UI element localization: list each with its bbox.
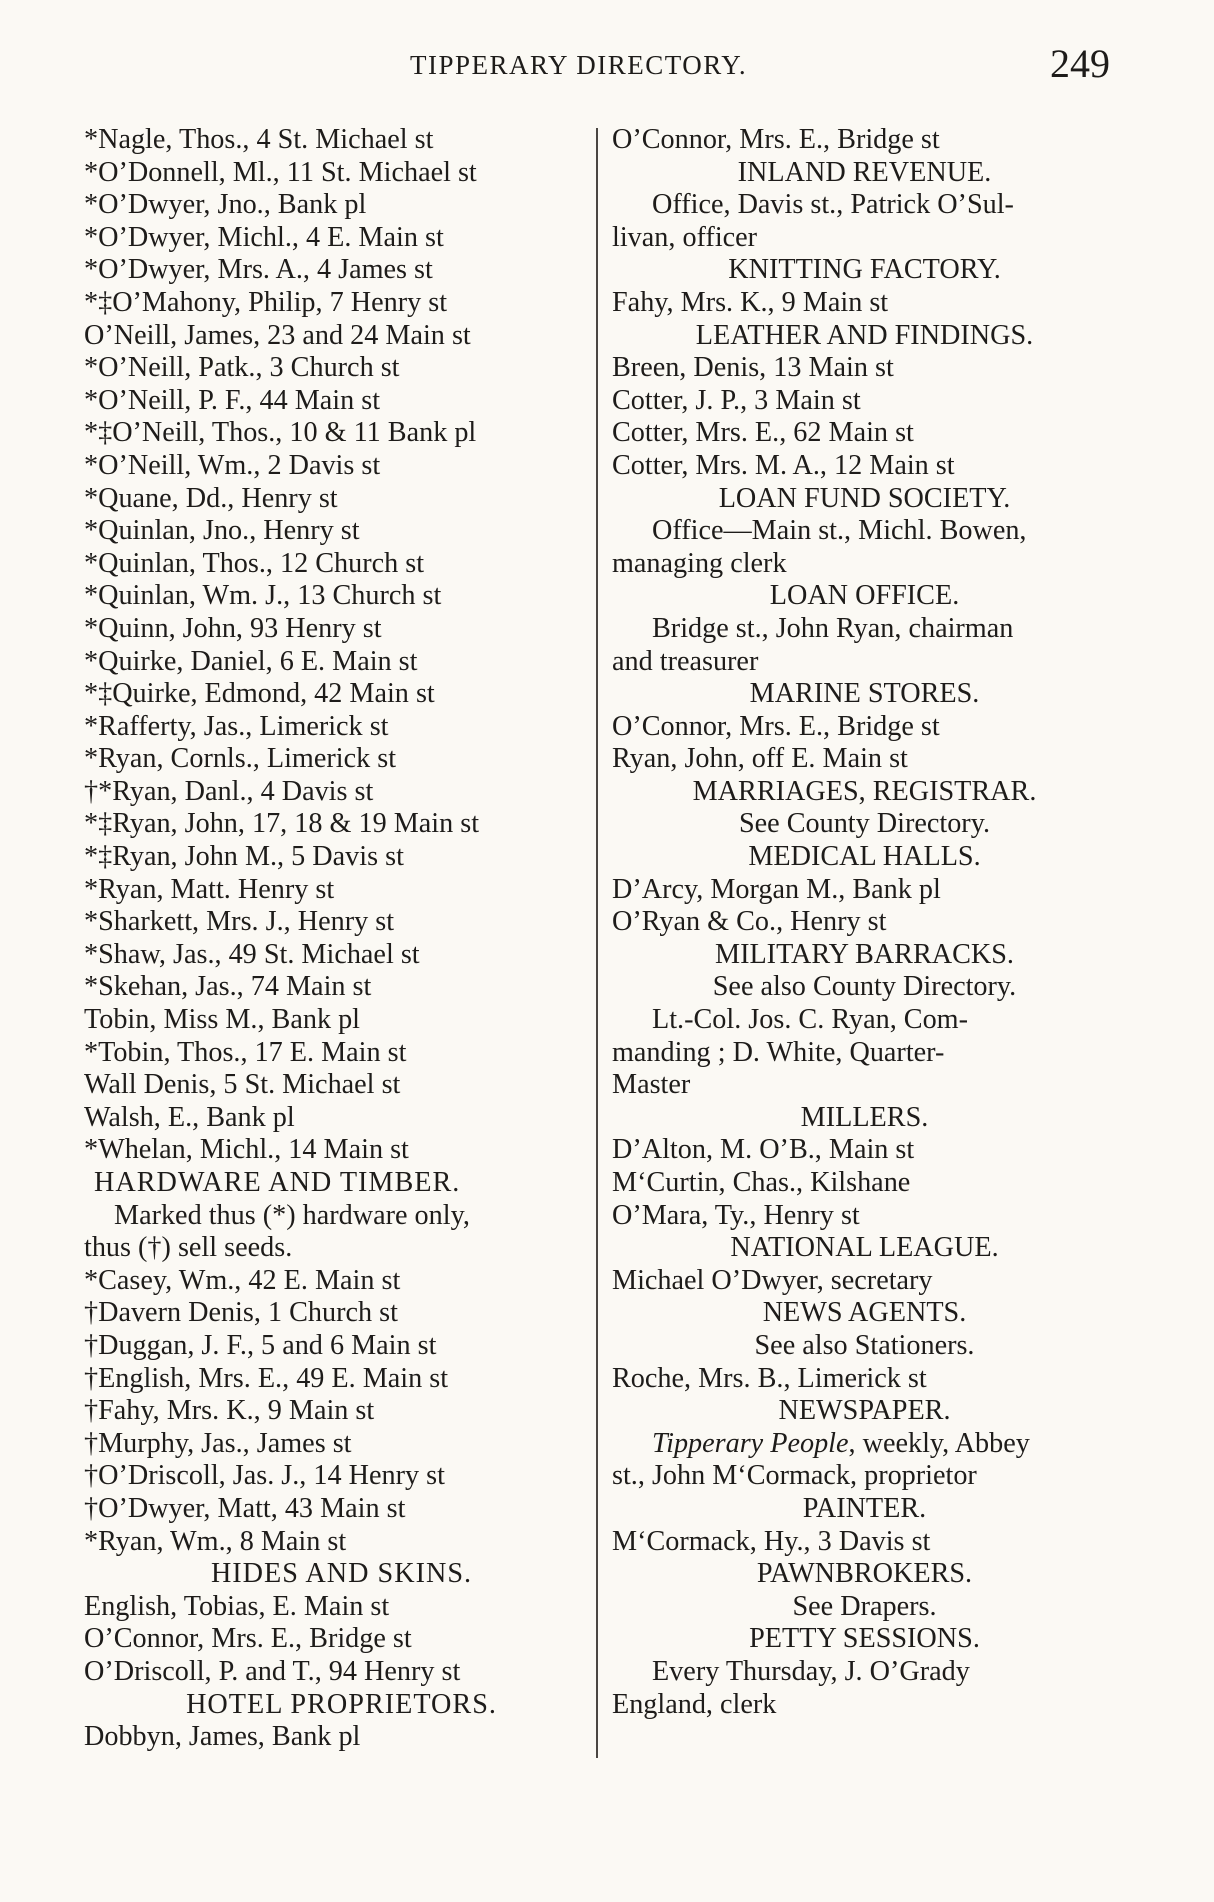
list-item: *O’Dwyer, Michl., 4 E. Main st [84, 221, 444, 253]
list-item: *Rafferty, Jas., Limerick st [84, 710, 389, 742]
section-heading-knitting: KNITTING FACTORY. [728, 254, 1001, 286]
list-item: *‡O’Mahony, Philip, 7 Henry st [84, 286, 448, 318]
section-heading-hides: HIDES AND SKINS. [210, 1558, 473, 1590]
list-item: *O’Neill, Patk., 3 Church st [84, 352, 400, 384]
list-item: Wall Denis, 5 St. Michael st [84, 1069, 401, 1101]
list-item: Cotter, Mrs. E., 62 Main st [612, 417, 914, 449]
list-item: †Fahy, Mrs. K., 9 Main st [84, 1395, 375, 1427]
list-item: *Casey, Wm., 42 E. Main st [84, 1264, 401, 1296]
section-heading-military: MILITARY BARRACKS. [715, 938, 1014, 970]
list-item: Fahy, Mrs. K., 9 Main st [612, 286, 889, 318]
list-item: O’Driscoll, P. and T., 94 Henry st [84, 1655, 461, 1687]
section-heading-loan-office: LOAN OFFICE. [769, 580, 960, 612]
section-heading-hotel: HOTEL PROPRIETORS. [186, 1688, 497, 1720]
section-heading-news-agents: NEWS AGENTS. [762, 1297, 967, 1329]
list-item: *Quane, Dd., Henry st [84, 482, 338, 514]
list-item: *Ryan, Cornls., Limerick st [84, 743, 397, 775]
page-header [0, 40, 1214, 90]
newspaper-details: , weekly, Abbey [848, 1427, 1030, 1459]
section-note: See also County Directory. [712, 971, 1017, 1003]
section-note-continued: managing clerk [612, 547, 787, 579]
section-note: Bridge st., John Ryan, chairman [652, 612, 1014, 644]
list-item: O’Mara, Ty., Henry st [612, 1199, 860, 1231]
newspaper-title: Tipperary People [652, 1427, 849, 1459]
section-note-continued: Master [612, 1069, 691, 1101]
list-item: *O’Donnell, Ml., 11 St. Michael st [84, 156, 477, 188]
list-item: *Quinlan, Jno., Henry st [84, 515, 360, 547]
section-note-continued: thus (†) sell seeds. [84, 1232, 293, 1264]
list-item: O’Neill, James, 23 and 24 Main st [84, 319, 471, 351]
list-item: *‡O’Neill, Thos., 10 & 11 Bank pl [84, 417, 477, 449]
list-item: *Skehan, Jas., 74 Main st [84, 971, 372, 1003]
list-item: Cotter, Mrs. M. A., 12 Main st [612, 449, 955, 481]
section-heading-marriages: MARRIAGES, REGISTRAR. [692, 775, 1037, 807]
section-note-continued: and treasurer [612, 645, 759, 677]
list-item: *Quinlan, Wm. J., 13 Church st [84, 580, 442, 612]
list-item: Dobbyn, James, Bank pl [84, 1721, 361, 1753]
section-heading-national-league: NATIONAL LEAGUE. [730, 1232, 999, 1264]
list-item: *Ryan, Matt. Henry st [84, 873, 335, 905]
list-item: O’Connor, Mrs. E., Bridge st [612, 124, 940, 155]
section-note: Office, Davis st., Patrick O’Sul- [652, 189, 1014, 221]
list-item: †Duggan, J. F., 5 and 6 Main st [84, 1329, 437, 1361]
list-item: †Murphy, Jas., James st [84, 1427, 352, 1459]
section-note-continued: England, clerk [612, 1688, 777, 1720]
list-item: *O’Neill, P. F., 44 Main st [84, 384, 381, 416]
section-note: Every Thursday, J. O’Grady [652, 1655, 970, 1687]
section-note-continued: manding ; D. White, Quarter- [612, 1036, 945, 1068]
section-heading-loan-fund: LOAN FUND SOCIETY. [718, 482, 1011, 514]
section-heading-hardware: HARDWARE AND TIMBER. [94, 1167, 461, 1198]
section-heading-marine: MARINE STORES. [749, 678, 980, 710]
section-heading-millers: MILLERS. [800, 1101, 929, 1133]
section-note-continued: st., John M‘Cormack, proprietor [612, 1460, 977, 1492]
left-column [84, 124, 589, 1754]
section-heading-leather: LEATHER AND FINDINGS. [695, 319, 1034, 351]
list-item: *Shaw, Jas., 49 St. Michael st [84, 938, 420, 970]
list-item: O’Ryan & Co., Henry st [612, 906, 887, 938]
column-divider [596, 128, 598, 1758]
right-column [612, 124, 1117, 1721]
list-item: *Tobin, Thos., 17 E. Main st [84, 1036, 407, 1068]
section-heading-medical: MEDICAL HALLS. [748, 841, 981, 873]
list-item: *Ryan, Wm., 8 Main st [84, 1525, 347, 1557]
section-note: See Drapers. [792, 1590, 937, 1622]
list-item: *O’Dwyer, Jno., Bank pl [84, 189, 367, 221]
section-heading-painter: PAINTER. [802, 1492, 927, 1524]
section-note: Marked thus (*) hardware only, [114, 1199, 470, 1231]
running-title: TIPPERARY DIRECTORY. [410, 50, 748, 80]
section-note: Office—Main st., Michl. Bowen, [652, 515, 1027, 547]
list-item: Michael O’Dwyer, secretary [612, 1264, 933, 1296]
list-item: Ryan, John, off E. Main st [612, 743, 908, 775]
section-heading-petty-sessions: PETTY SESSIONS. [749, 1623, 980, 1655]
section-heading-newspaper: NEWSPAPER. [778, 1395, 951, 1427]
list-item: *Quirke, Daniel, 6 E. Main st [84, 645, 418, 677]
list-item: *O’Dwyer, Mrs. A., 4 James st [84, 254, 433, 286]
list-item: †English, Mrs. E., 49 E. Main st [84, 1362, 449, 1394]
section-note: Lt.-Col. Jos. C. Ryan, Com- [652, 1004, 968, 1036]
list-item: †O’Dwyer, Matt, 43 Main st [84, 1492, 406, 1524]
list-item: †*Ryan, Danl., 4 Davis st [84, 775, 374, 807]
list-item: M‘Curtin, Chas., Kilshane [612, 1167, 911, 1198]
list-item: *O’Neill, Wm., 2 Davis st [84, 449, 381, 481]
section-note: See County Directory. [738, 808, 991, 840]
list-item: *‡Quirke, Edmond, 42 Main st [84, 678, 435, 710]
list-item: †Davern Denis, 1 Church st [84, 1297, 398, 1329]
list-item: *Whelan, Michl., 14 Main st [84, 1134, 409, 1166]
section-note: See also Stationers. [754, 1329, 975, 1361]
section-heading-pawnbrokers: PAWNBROKERS. [756, 1558, 973, 1590]
page-number: 249 [1050, 41, 1110, 86]
list-item: *Quinlan, Thos., 12 Church st [84, 547, 425, 579]
list-item: O’Connor, Mrs. E., Bridge st [612, 710, 940, 742]
section-heading-inland-revenue: INLAND REVENUE. [737, 156, 992, 188]
list-item: O’Connor, Mrs. E., Bridge st [84, 1623, 412, 1655]
list-item: Tobin, Miss M., Bank pl [84, 1004, 361, 1036]
section-note-continued: livan, officer [612, 221, 758, 253]
list-item: D’Arcy, Morgan M., Bank pl [612, 873, 941, 905]
list-item: Cotter, J. P., 3 Main st [612, 384, 861, 416]
list-item: Breen, Denis, 13 Main st [612, 352, 894, 384]
list-item: Roche, Mrs. B., Limerick st [612, 1362, 927, 1394]
section-note [612, 1428, 1117, 1461]
list-item: *‡Ryan, John, 17, 18 & 19 Main st [84, 808, 480, 840]
list-item: D’Alton, M. O’B., Main st [612, 1134, 915, 1166]
list-item: *Quinn, John, 93 Henry st [84, 612, 382, 644]
list-item: Walsh, E., Bank pl [84, 1101, 295, 1133]
list-item: *Sharkett, Mrs. J., Henry st [84, 906, 395, 938]
list-item: *‡Ryan, John M., 5 Davis st [84, 841, 404, 873]
list-item: M‘Cormack, Hy., 3 Davis st [612, 1525, 931, 1557]
list-item: *Nagle, Thos., 4 St. Michael st [84, 124, 434, 155]
list-item: †O’Driscoll, Jas. J., 14 Henry st [84, 1460, 445, 1492]
list-item: English, Tobias, E. Main st [84, 1590, 390, 1622]
